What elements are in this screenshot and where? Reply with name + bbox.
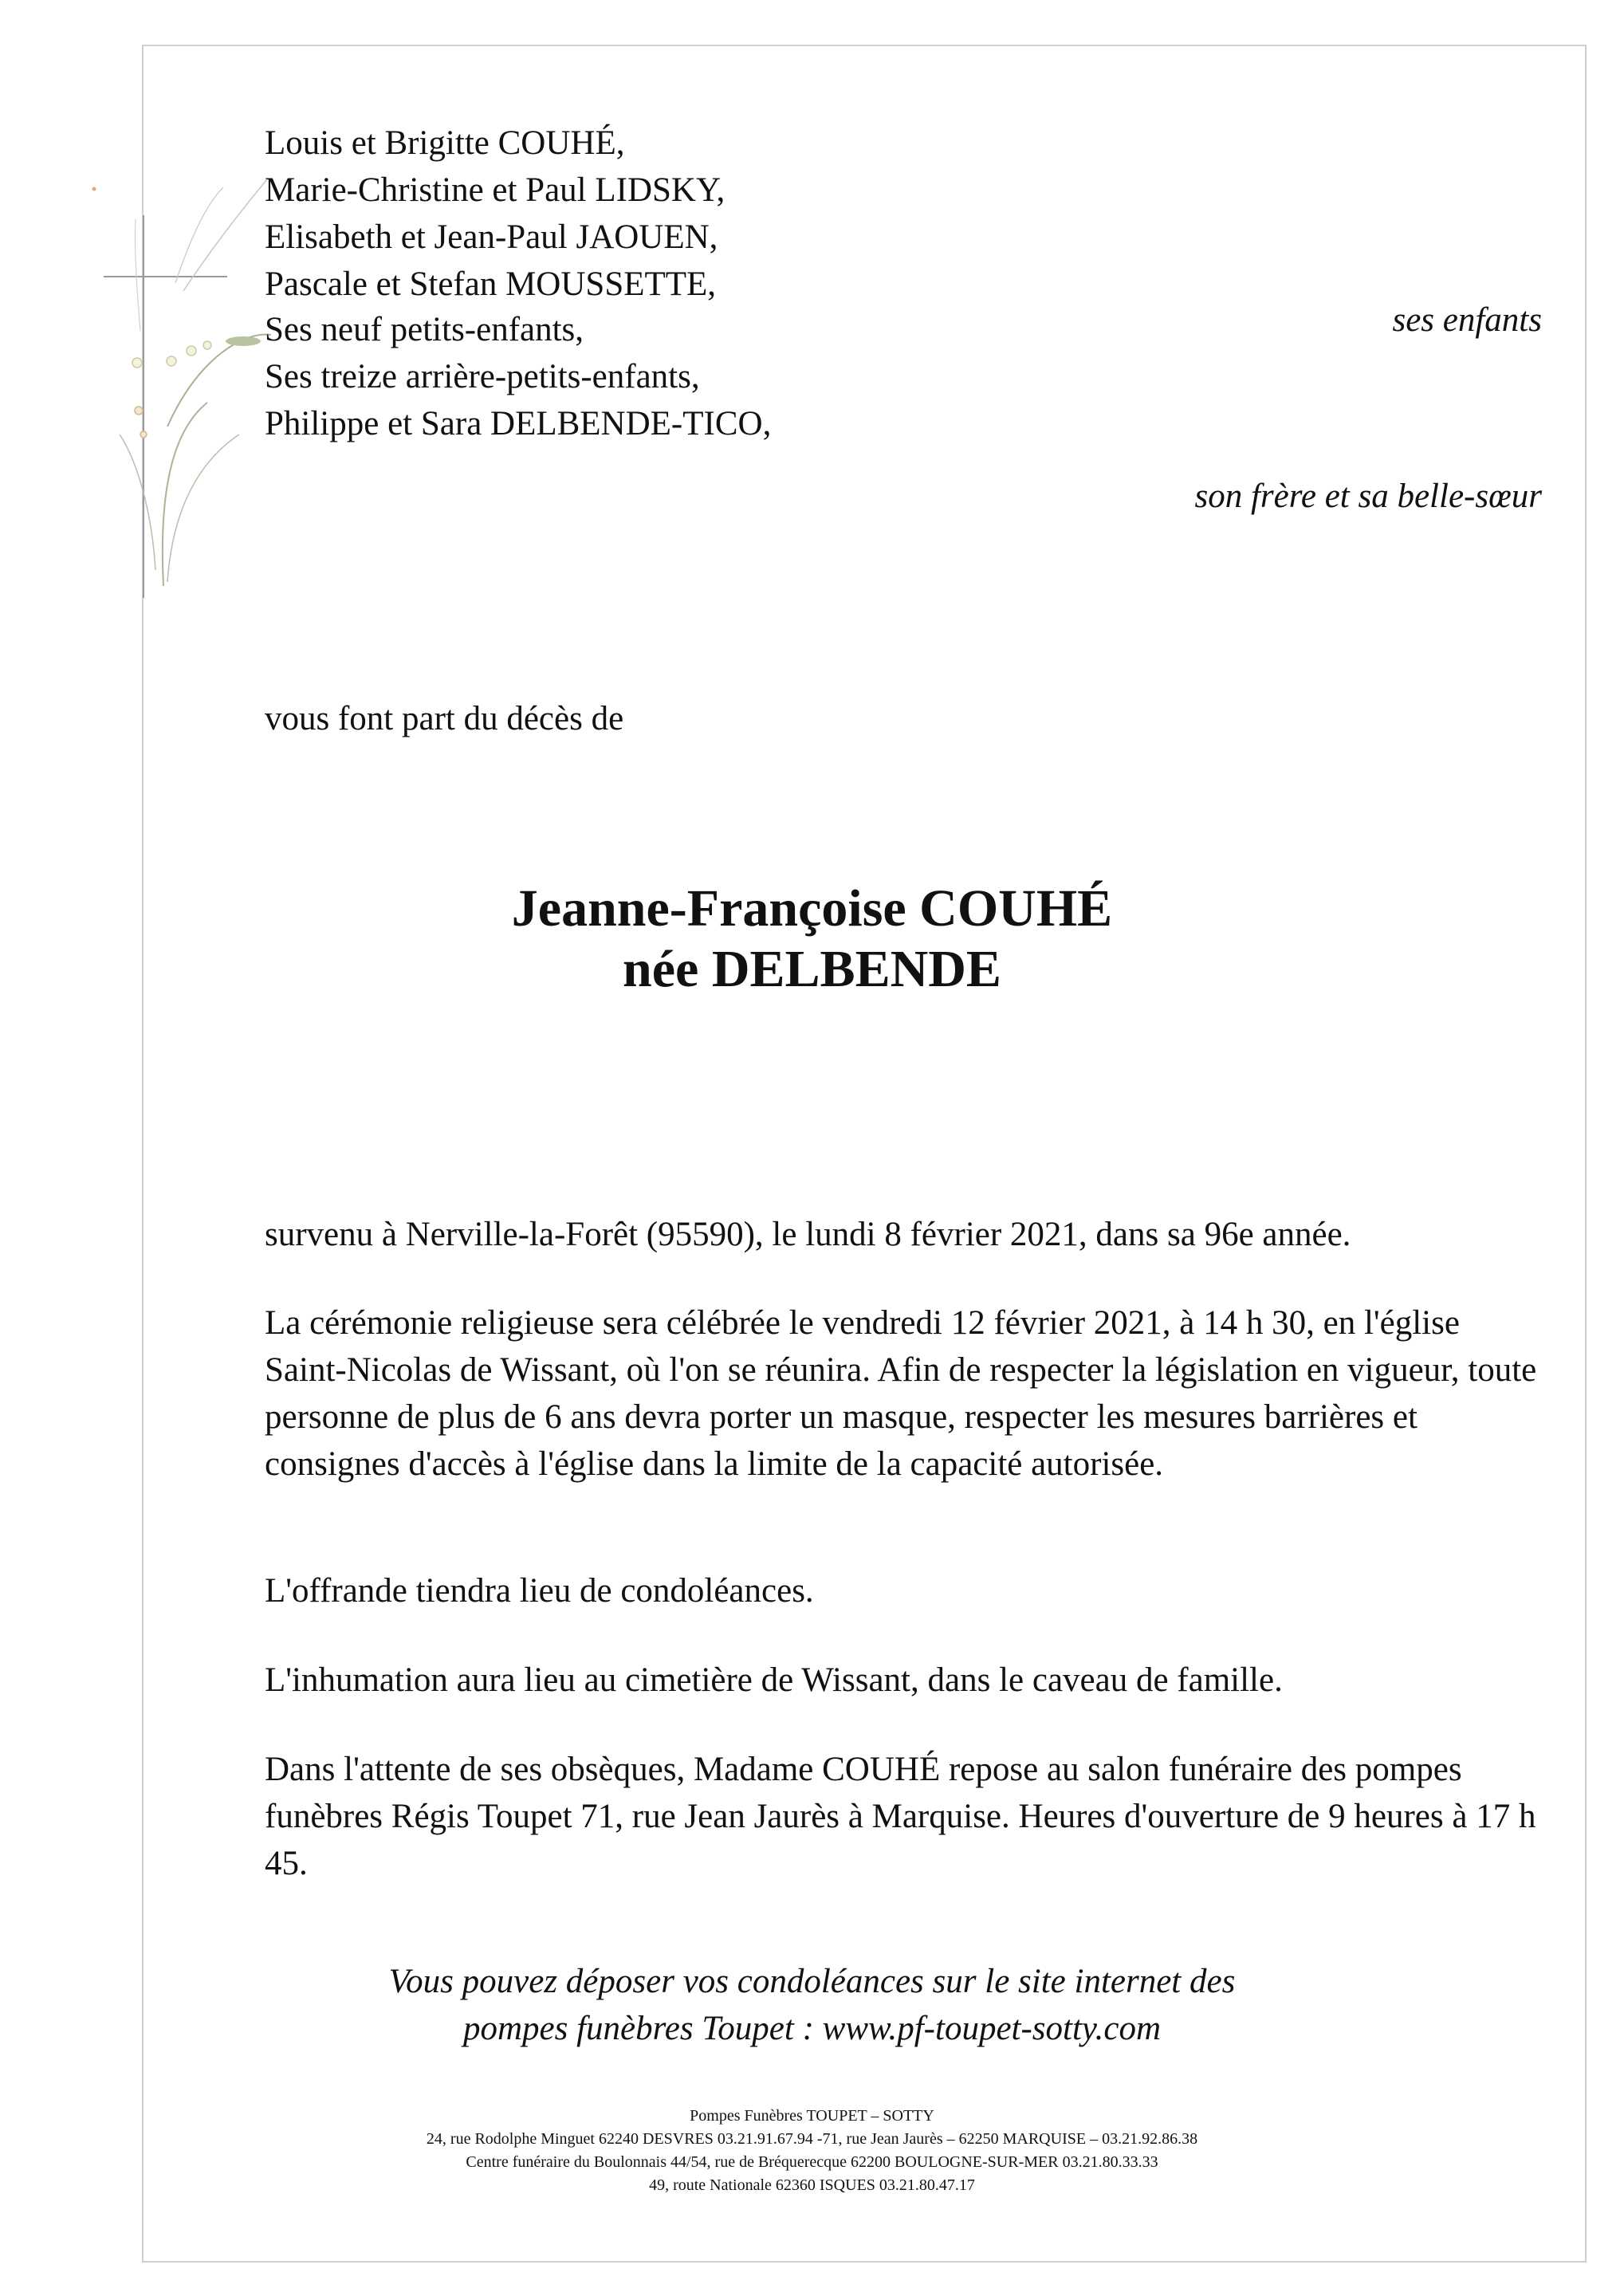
footer-address: 49, route Nationale 62360 ISQUES 03.21.80.47.17 (649, 2176, 975, 2194)
online-condolences-note (0, 1958, 1624, 2052)
footer-company: Pompes Funèbres TOUPET – SOTTY (690, 2107, 934, 2125)
deceased-name-block (0, 879, 1624, 1000)
child-name: Louis et Brigitte COUHÉ, (265, 124, 625, 162)
funeral-home-footer (0, 2105, 1624, 2197)
relative-name: Ses treize arrière-petits-enfants, (265, 358, 700, 395)
children-list (265, 120, 725, 308)
announcement-text: vous font part du décès de (265, 700, 624, 737)
footer-address: 24, rue Rodolphe Minguet 62240 DESVRES 03.21.91.67.94 -71, rue Jean Jaurès – 62250 MARQUISE – 03.21.92.86.38 (426, 2130, 1198, 2148)
ceremony-paragraph: La cérémonie religieuse sera célébrée le vendredi 12 février 2021, à 14 h 30, en l'église Saint-Nicolas de Wissant, où l'on se réunira. Afin de respecter la législation en vigueur, toute personne de plus de 6 ans devra porter un masque, respecter les mesures barrières et consignes d'accès à l'église dans la limite de la capacité autorisée. (265, 1304, 1537, 1483)
cross-with-lily-of-the-valley-icon (88, 171, 271, 602)
burial-paragraph: L'inhumation aura lieu au cimetière de Wissant, dans le caveau de famille. (265, 1661, 1283, 1699)
relative-name: Ses neuf petits-enfants, (265, 311, 584, 348)
condolences-paragraph: L'offrande tiendra lieu de condoléances. (265, 1572, 814, 1610)
relative-name: Philippe et Sara DELBENDE-TICO, (265, 405, 772, 442)
child-name: Marie-Christine et Paul LIDSKY, (265, 171, 725, 209)
funeral-home-paragraph: Dans l'attente de ses obsèques, Madame COUHÉ repose au salon funéraire des pompes funèbres Régis Toupet 71, rue Jean Jaurès à Marquise. Heures d'ouverture de 9 heures à 17 h 45. (265, 1751, 1536, 1882)
death-details-paragraph: survenu à Nerville-la-Forêt (95590), le lundi 8 février 2021, dans sa 96e année. (265, 1216, 1351, 1253)
child-name: Pascale et Stefan MOUSSETTE, (265, 265, 717, 303)
deceased-name: Jeanne-Françoise COUHÉ (511, 879, 1113, 938)
online-condolences-line: pompes funèbres Toupet : www.pf-toupet-sotty.com (462, 2010, 1162, 2047)
footer-address: Centre funéraire du Boulonnais 44/54, rue de Bréquerecque 62200 BOULOGNE-SUR-MER 03.21.80.33.33 (466, 2153, 1158, 2171)
deceased-maiden-name: née DELBENDE (623, 940, 1001, 998)
relatives-list (265, 306, 771, 447)
online-condolences-line: Vous pouvez déposer vos condoléances sur le site internet des (388, 1963, 1236, 2000)
child-name: Elisabeth et Jean-Paul JAOUEN, (265, 218, 718, 256)
children-role: ses enfants (1392, 301, 1542, 339)
sibling-role: son frère et sa belle-sœur (1194, 478, 1542, 515)
